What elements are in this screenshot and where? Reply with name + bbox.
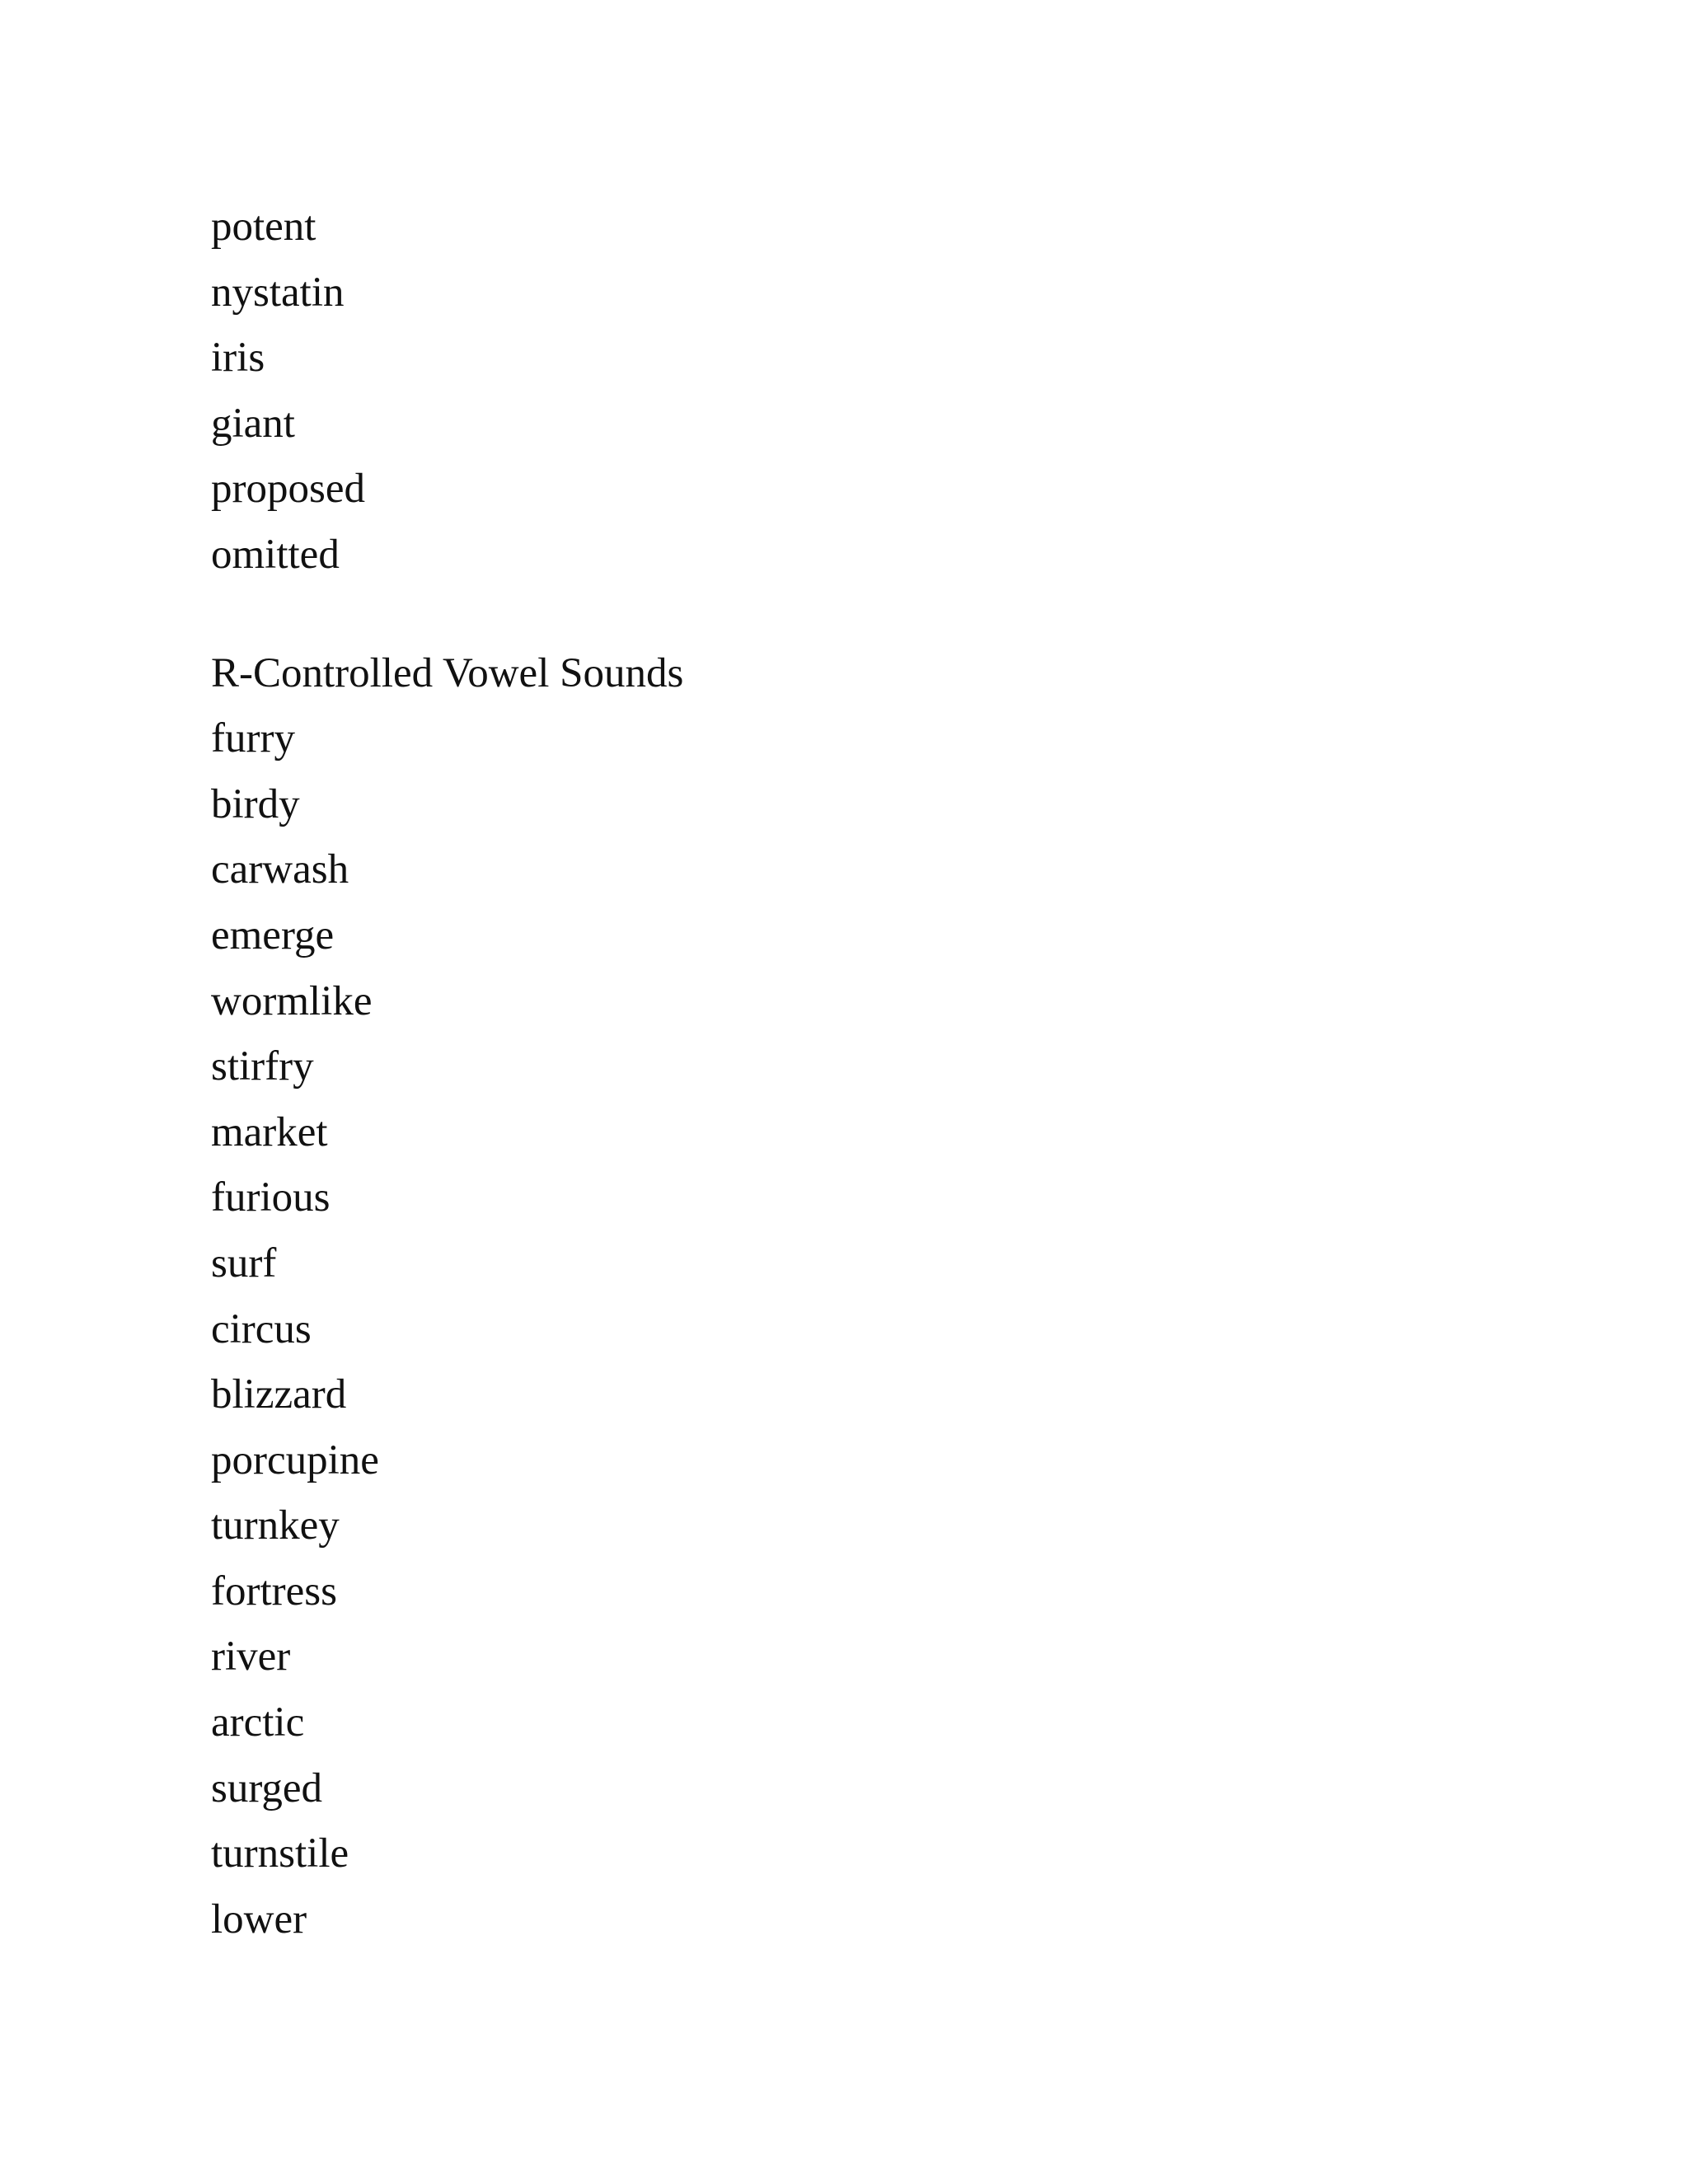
list-item: carwash: [211, 846, 349, 893]
list-item: porcupine: [211, 1436, 379, 1483]
list-item: turnstile: [211, 1830, 349, 1877]
list-item: giant: [211, 400, 295, 447]
word-list-r-controlled: [211, 706, 1530, 1952]
list-item: proposed: [211, 466, 365, 513]
list-item: birdy: [211, 780, 300, 827]
list-item: furry: [211, 715, 295, 762]
list-item: iris: [211, 335, 265, 382]
list-item: stirfry: [211, 1043, 314, 1090]
list-item: surged: [211, 1765, 323, 1811]
word-list-open-syllables: [211, 194, 1530, 588]
list-item: wormlike: [211, 977, 373, 1024]
list-item: market: [211, 1108, 328, 1155]
list-item: river: [211, 1633, 291, 1680]
list-item: circus: [211, 1305, 312, 1352]
list-item: omitted: [211, 531, 340, 578]
section-spacer: [211, 588, 1530, 641]
list-item: surf: [211, 1240, 277, 1286]
document-content: [211, 194, 1530, 1952]
list-item: furious: [211, 1174, 331, 1221]
list-item: lower: [211, 1896, 307, 1943]
list-item: turnkey: [211, 1502, 340, 1549]
list-item: potent: [211, 204, 316, 250]
list-item: emerge: [211, 912, 335, 958]
list-item: nystatin: [211, 269, 345, 316]
section-heading: R-Controlled Vowel Sounds: [211, 649, 684, 696]
list-item: arctic: [211, 1699, 305, 1746]
list-item: fortress: [211, 1568, 337, 1615]
list-item: blizzard: [211, 1371, 347, 1418]
